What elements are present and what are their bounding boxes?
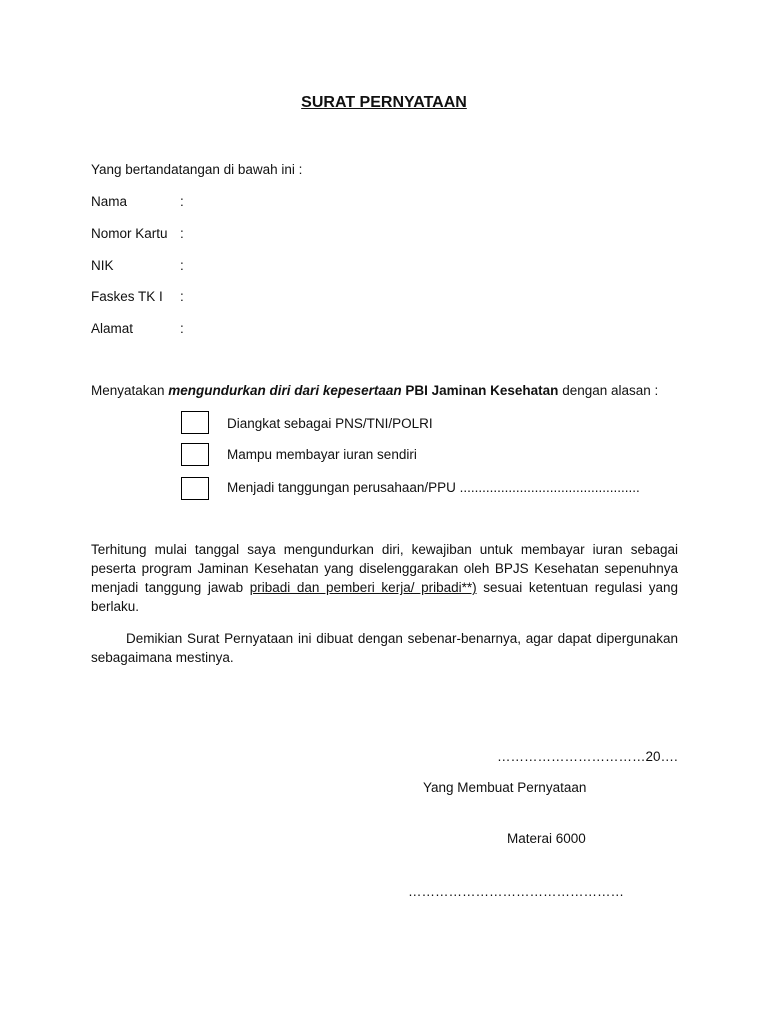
date-line: ……………………………20…. — [497, 749, 678, 764]
signer-label: Yang Membuat Pernyataan — [423, 780, 587, 795]
paragraph-demikian: Demikian Surat Pernyataan ini dibuat dengan sebenar-benarnya, agar dapat dipergunakan sebagaimana mestinya. — [91, 631, 678, 665]
option-label-mampu: Mampu membayar iuran sendiri — [227, 447, 417, 462]
statement-prefix: Menyatakan — [91, 383, 169, 398]
checkbox-mampu[interactable] — [181, 443, 209, 466]
statement-bold-italic: mengundurkan diri dari kepesertaan — [168, 383, 402, 398]
field-colon-nomor-kartu: : — [180, 226, 184, 241]
paragraph1-after: sesuai ketentuan regulasi yang berlaku. — [91, 580, 678, 614]
field-label-nik: NIK — [91, 258, 114, 273]
checkbox-pns[interactable] — [181, 411, 209, 434]
checkbox-ppu[interactable] — [181, 477, 209, 500]
document-title: SURAT PERNYATAAN — [301, 94, 467, 111]
field-label-nomor-kartu: Nomor Kartu — [91, 226, 168, 241]
statement-bold: PBI Jaminan Kesehatan — [401, 383, 559, 398]
field-colon-faskes: : — [180, 289, 184, 304]
field-label-nama: Nama — [91, 194, 128, 209]
signature-line: ………………………………………… — [408, 884, 624, 899]
field-colon-alamat: : — [180, 321, 184, 336]
statement-suffix: dengan alasan : — [558, 383, 659, 398]
field-label-faskes: Faskes TK I — [91, 289, 163, 304]
option-label-ppu: Menjadi tanggungan perusahaan/PPU ................................................ — [227, 480, 640, 495]
paragraph-kewajiban — [91, 540, 678, 616]
intro-text: Yang bertandatangan di bawah ini : — [91, 162, 303, 177]
statement-text — [91, 383, 658, 398]
paragraph1-before: Terhitung mulai tanggal saya mengundurkan diri, kewajiban untuk membayar iuran sebagai peserta program Jaminan Kesehatan yang diselenggarakan oleh BPJS Kesehatan sepenuhnya menjadi tanggung jawab — [91, 542, 678, 595]
field-colon-nama: : — [180, 194, 184, 209]
materai-label: Materai 6000 — [507, 831, 586, 846]
option-label-pns: Diangkat sebagai PNS/TNI/POLRI — [227, 416, 433, 431]
field-colon-nik: : — [180, 258, 184, 273]
field-label-alamat: Alamat — [91, 321, 134, 336]
paragraph1-underlined: pribadi dan pemberi kerja/ pribadi**) — [249, 580, 477, 595]
